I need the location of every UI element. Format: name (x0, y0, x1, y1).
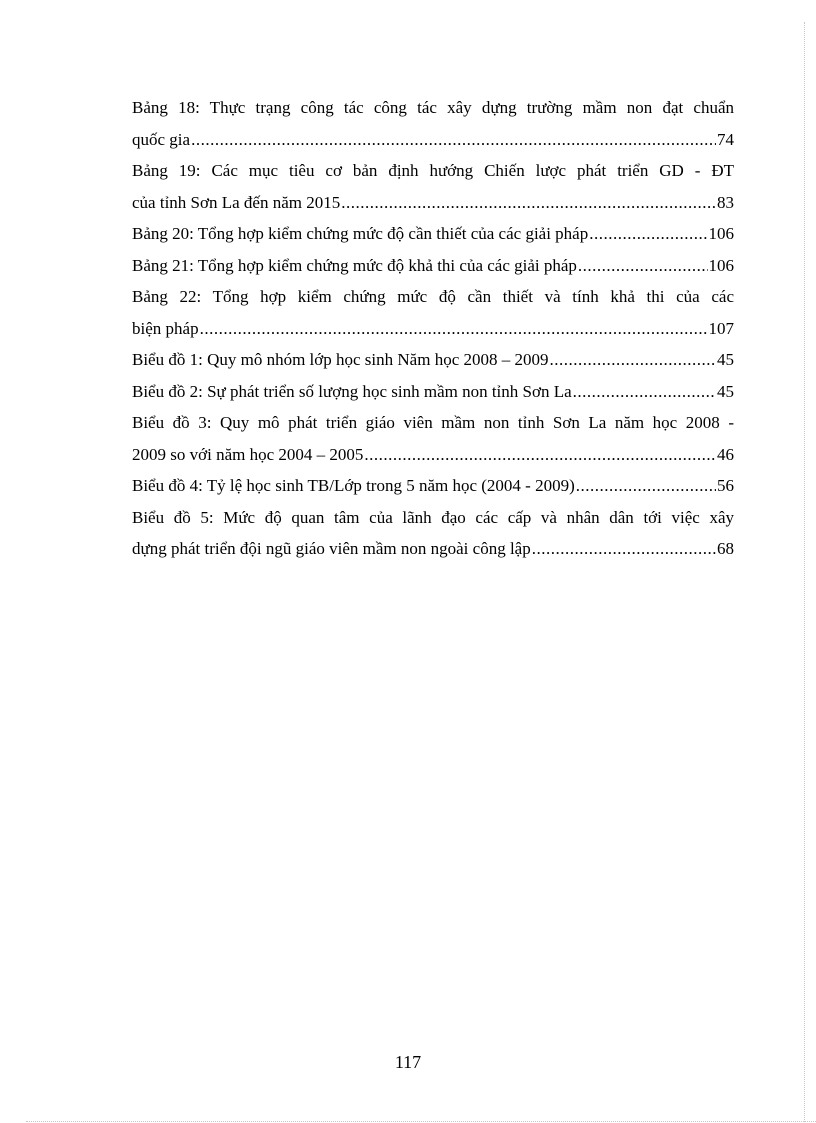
toc-entry-line (132, 124, 734, 156)
toc-entry-page: 106 (708, 255, 734, 275)
toc-entry-line (132, 376, 734, 408)
table-of-figures (132, 92, 734, 565)
toc-entry-text: Biểu đồ 2: Sự phát triển số lượng học sinh mầm non tỉnh Sơn La (132, 381, 572, 401)
dot-leader (589, 218, 707, 250)
dot-leader (341, 187, 716, 219)
toc-entry-page: 56 (717, 476, 734, 495)
dot-leader (364, 439, 716, 471)
toc-entry-line (132, 218, 734, 250)
page-border-right (804, 22, 805, 1122)
toc-entry-line (132, 250, 734, 282)
toc-entry-text: Bảng 21: Tổng hợp kiểm chứng mức độ khả thi của các giải pháp (132, 255, 577, 275)
toc-entry-line: Biểu đồ 3: Quy mô phát triển giáo viên mầm non tỉnh Sơn La năm học 2008 - (132, 413, 734, 432)
toc-entry-text: Bảng 20: Tổng hợp kiểm chứng mức độ cần thiết của các giải pháp (132, 224, 589, 243)
dot-leader (532, 533, 716, 565)
toc-entry-text: của tỉnh Sơn La đến năm 2015 (132, 192, 341, 212)
toc-entry-line (132, 439, 734, 471)
toc-entry-page: 68 (717, 539, 734, 558)
dot-leader (550, 344, 717, 376)
dot-leader (200, 313, 708, 345)
dot-leader (191, 124, 716, 156)
toc-entry-page: 45 (717, 350, 734, 369)
toc-entry-page: 46 (717, 444, 734, 464)
toc-entry-line: Bảng 18: Thực trạng công tác công tác xây dựng trường mầm non đạt chuẩn (132, 98, 734, 117)
toc-entry-text: biện pháp (132, 318, 199, 338)
toc-entry-line (132, 470, 734, 502)
toc-entry-text: Biểu đồ 1: Quy mô nhóm lớp học sinh Năm học 2008 – 2009 (132, 350, 549, 369)
toc-entry-text: 2009 so với năm học 2004 – 2005 (132, 444, 364, 464)
dot-leader (576, 470, 716, 502)
toc-entry-text: Biểu đồ 4: Tỷ lệ học sinh TB/Lớp trong 5 năm học (2004 - 2009) (132, 476, 575, 495)
toc-entry-line: Bảng 22: Tổng hợp kiểm chứng mức độ cần thiết và tính khả thi của các (132, 287, 734, 306)
dot-leader (573, 376, 716, 408)
toc-entry-page: 83 (717, 192, 734, 212)
toc-entry-page: 107 (708, 318, 734, 338)
toc-entry-line (132, 533, 734, 565)
toc-entry-page: 106 (708, 224, 734, 243)
toc-entry-page: 74 (717, 129, 734, 149)
toc-entry-line (132, 313, 734, 345)
toc-entry-page: 45 (717, 381, 734, 401)
toc-entry-line: Biểu đồ 5: Mức độ quan tâm của lãnh đạo các cấp và nhân dân tới việc xây (132, 507, 734, 527)
toc-entry-text: quốc gia (132, 129, 191, 149)
page-number: 117 (394, 1052, 422, 1072)
toc-entry-line (132, 344, 734, 376)
page-border-bottom (26, 1121, 816, 1122)
dot-leader (578, 250, 708, 282)
toc-entry-line (132, 187, 734, 219)
toc-entry-text: dựng phát triển đội ngũ giáo viên mầm non ngoài công lập (132, 539, 531, 558)
toc-entry-line: Bảng 19: Các mục tiêu cơ bản định hướng Chiến lược phát triển GD - ĐT (132, 161, 734, 180)
